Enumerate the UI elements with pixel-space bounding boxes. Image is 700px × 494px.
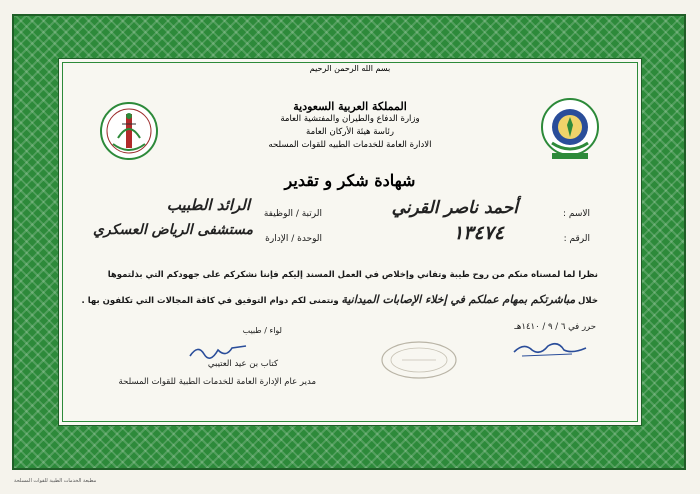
body-line-2-suffix: ونتمنى لكم دوام التوفيق في كافة المجالات التي تكلفون بها . — [81, 296, 339, 306]
signatory-rank: لواء / طبيب — [242, 326, 282, 335]
body-line-2 — [82, 292, 599, 309]
number-value: ١٣٤٧٤ — [452, 222, 504, 244]
officer-signature-icon — [512, 336, 588, 360]
official-stamp-icon — [380, 340, 458, 380]
rank-value: الرائد الطبيب — [166, 196, 250, 214]
name-label: الاسم : — [562, 209, 590, 219]
basmala: بسم الله الرحمن الرحيم — [309, 64, 391, 73]
unit-label: الوحدة / الإدارة — [265, 234, 322, 244]
medical-services-emblem-icon — [98, 100, 160, 162]
letterhead-line-directorate: الادارة العامة للخدمات الطبيه للقوات المسلحه — [268, 140, 432, 150]
letterhead — [160, 100, 540, 152]
name-value: أحمد ناصر القرني — [391, 198, 518, 218]
issue-date: حرر في ٦ / ٩ / ١٤١٠هـ — [514, 322, 596, 332]
director-signature-icon — [188, 340, 248, 362]
unit-value: مستشفى الرياض العسكري — [93, 222, 253, 238]
letterhead-line-staff: رئاسة هيئة الأركان العامة — [306, 127, 394, 137]
body-line-1: نظرا لما لمسناه منكم من روح طيبة وتفاني وإخلاص في العمل المسند إليكم فإننا نشكركم على جهودكم التي بذلتموها — [107, 270, 598, 280]
certificate-title: شهادة شكر و تقدير — [284, 171, 416, 190]
letterhead-line-kingdom: المملكة العربية السعودية — [293, 100, 407, 113]
letterhead-line-ministry: وزارة الدفاع والطيران والمفتشية العامة — [280, 114, 420, 124]
printer-footer: مطبعة الخدمات الطبية للقوات المسلحة — [14, 478, 97, 484]
signatory-name: كتاب بن عيد العتيبي — [207, 359, 278, 369]
body-line-2-prefix: خلال — [578, 296, 598, 306]
body-line-2-handwritten: مباشرتكم بمهام عملكم في إخلاء الإصابات الميدانية — [341, 293, 576, 306]
number-label: الرقم : — [563, 234, 590, 244]
armed-forces-emblem-icon — [538, 97, 602, 163]
signatory-title: مدير عام الإدارة العامة للخدمات الطبية للقوات المسلحة — [118, 377, 316, 387]
rank-label: الرتبة / الوظيفة — [263, 209, 322, 219]
